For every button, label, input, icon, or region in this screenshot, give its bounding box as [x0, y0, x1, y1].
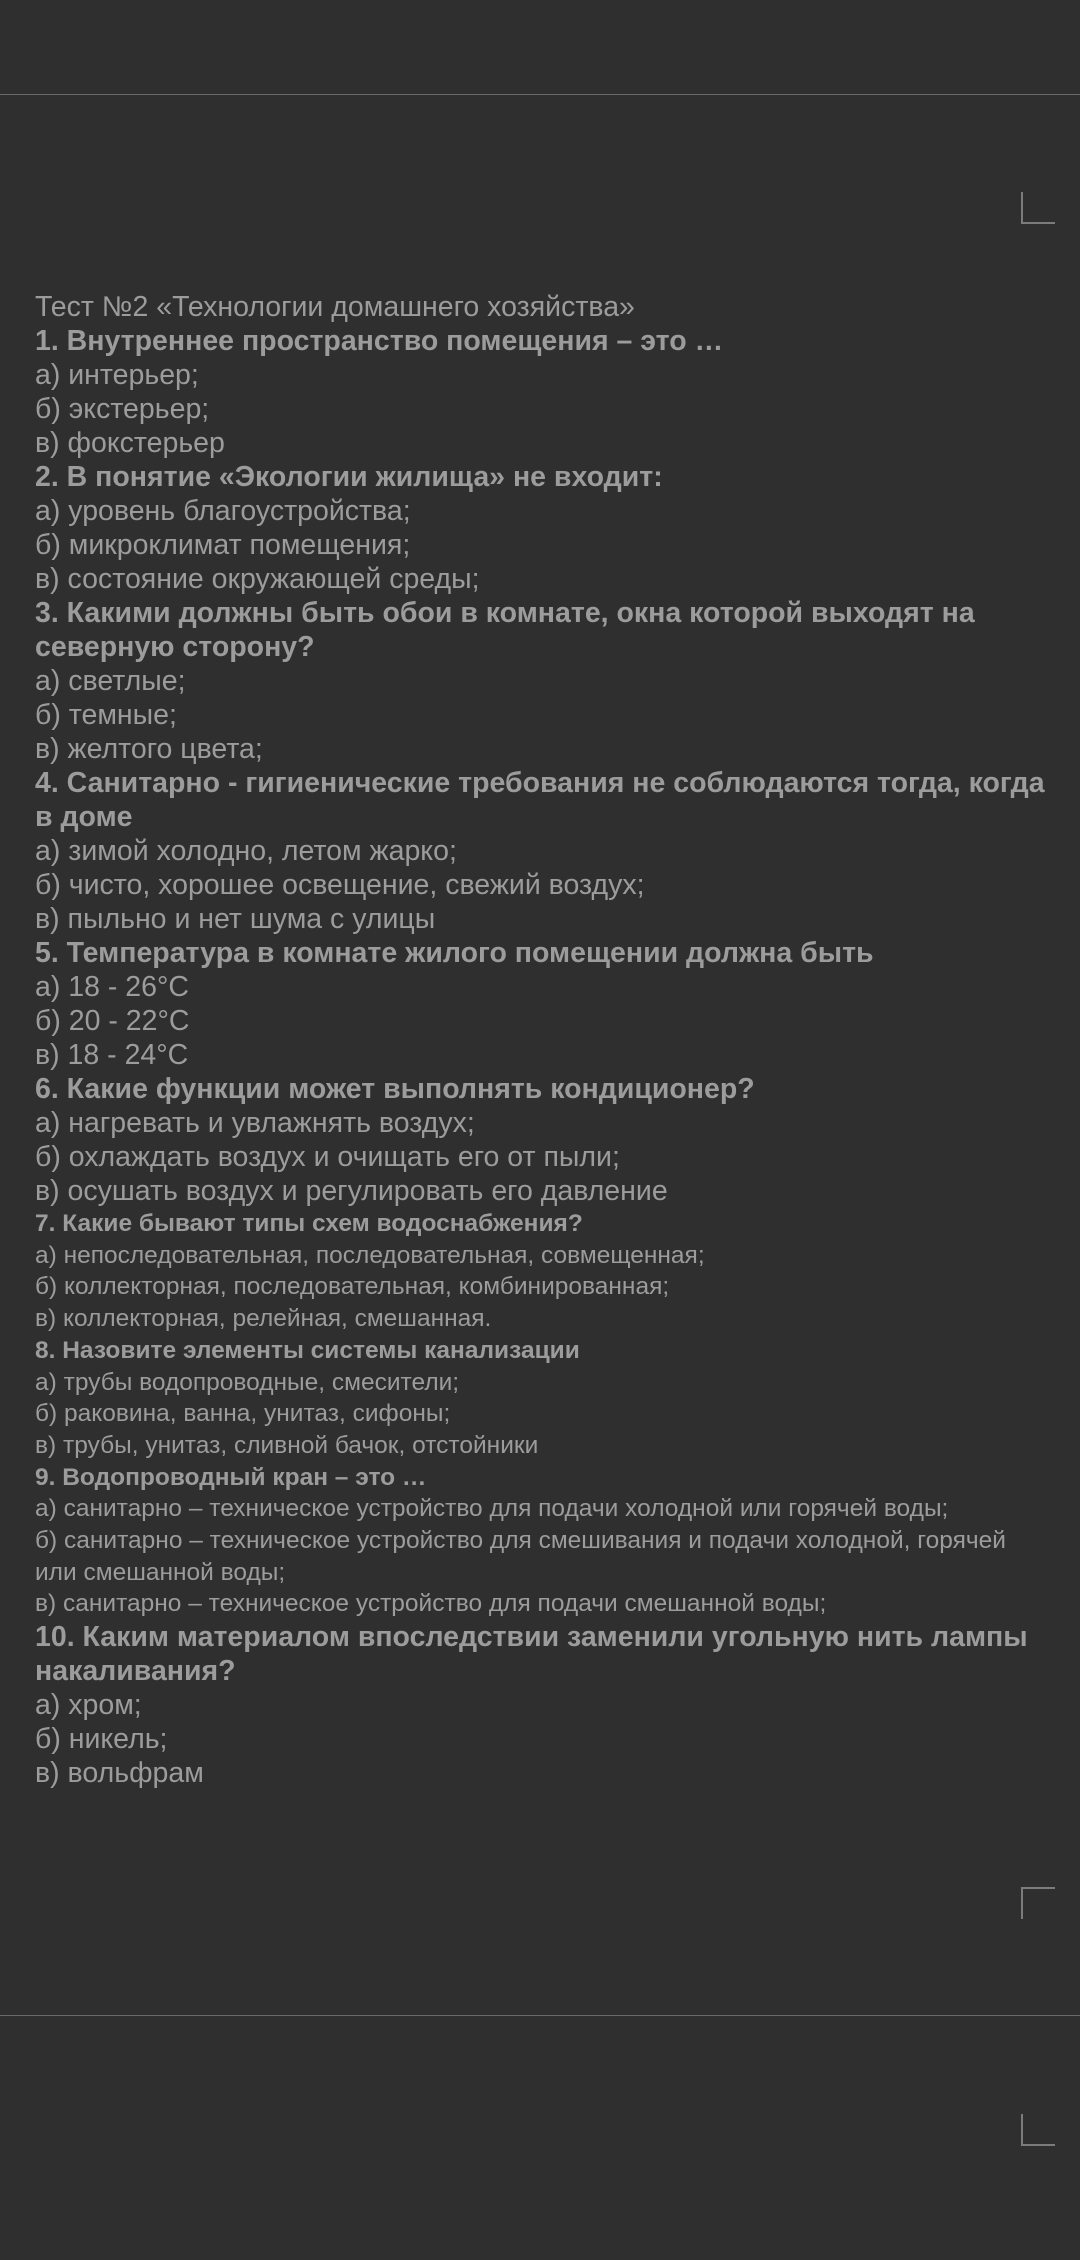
- question-text: 5. Температура в комнате жилого помещении должна быть: [35, 937, 874, 969]
- question-text: 1. Внутреннее пространство помещения – это …: [35, 325, 724, 357]
- answer-option: в) пыльно и нет шума с улицы: [35, 903, 436, 935]
- question-text: 6. Какие функции может выполнять кондиционер?: [35, 1073, 755, 1105]
- margin-corner-mark-bottom: [1021, 1887, 1055, 1919]
- answer-option: б) микроклимат помещения;: [35, 529, 411, 561]
- answer-option: в) вольфрам: [35, 1757, 204, 1790]
- answer-option: в) состояние окружающей среды;: [35, 563, 480, 595]
- document-title: Тест №2 «Технологии домашнего хозяйства»: [35, 291, 635, 323]
- question-text: 2. В понятие «Экологии жилища» не входит:: [35, 461, 663, 493]
- answer-option: б) раковина, ванна, унитаз, сифоны;: [35, 1400, 451, 1428]
- question-text: 10. Каким материалом впоследствии заменили угольную нить лампы накаливания?: [35, 1621, 1028, 1688]
- document-lines: [35, 324, 1045, 1790]
- answer-option: а) санитарно – техническое устройство для подачи холодной или горячей воды;: [35, 1495, 949, 1523]
- question-text: 9. Водопроводный кран – это …: [35, 1463, 427, 1491]
- page-divider-bottom: [0, 2015, 1080, 2016]
- answer-option: б) экстерьер;: [35, 393, 210, 425]
- answer-option: в) желтого цвета;: [35, 733, 263, 765]
- answer-option: б) санитарно – техническое устройство для смешивания и подачи холодной, горячей или смешанной воды;: [35, 1527, 1006, 1586]
- answer-option: а) нагревать и увлажнять воздух;: [35, 1107, 475, 1139]
- question-text: 3. Какими должны быть обои в комнате, окна которой выходят на северную сторону?: [35, 597, 975, 663]
- answer-option: б) никель;: [35, 1723, 168, 1756]
- answer-option: а) 18 - 26°С: [35, 971, 189, 1003]
- answer-option: б) темные;: [35, 699, 177, 731]
- answer-option: а) трубы водопроводные, смесители;: [35, 1368, 460, 1396]
- answer-option: в) санитарно – техническое устройство для подачи смешанной воды;: [35, 1590, 827, 1618]
- question-text: 7. Какие бывают типы схем водоснабжения?: [35, 1210, 583, 1237]
- margin-corner-mark-top: [1021, 192, 1055, 224]
- answer-option: б) чисто, хорошее освещение, свежий воздух;: [35, 869, 645, 901]
- answer-option: а) интерьер;: [35, 359, 199, 391]
- answer-option: а) зимой холодно, летом жарко;: [35, 835, 457, 867]
- answer-option: а) светлые;: [35, 665, 186, 697]
- page-divider-top: [0, 94, 1080, 95]
- margin-corner-mark-next-page: [1021, 2114, 1055, 2146]
- document-body: [35, 290, 1045, 1790]
- answer-option: в) фокстерьер: [35, 427, 225, 459]
- answer-option: а) непоследовательная, последовательная, совмещенная;: [35, 1241, 705, 1269]
- answer-option: в) коллекторная, релейная, смешанная.: [35, 1305, 492, 1333]
- answer-option: в) осушать воздух и регулировать его давление: [35, 1175, 668, 1207]
- answer-option: а) уровень благоустройства;: [35, 495, 411, 527]
- answer-option: б) 20 - 22°С: [35, 1005, 190, 1037]
- answer-option: в) трубы, унитаз, сливной бачок, отстойники: [35, 1431, 539, 1459]
- answer-option: б) охлаждать воздух и очищать его от пыли;: [35, 1141, 620, 1173]
- answer-option: а) хром;: [35, 1689, 142, 1722]
- question-text: 8. Назовите элементы системы канализации: [35, 1336, 580, 1364]
- question-text: 4. Санитарно - гигиенические требования не соблюдаются тогда, когда в доме: [35, 767, 1045, 833]
- answer-option: в) 18 - 24°С: [35, 1039, 189, 1071]
- answer-option: б) коллекторная, последовательная, комбинированная;: [35, 1273, 670, 1301]
